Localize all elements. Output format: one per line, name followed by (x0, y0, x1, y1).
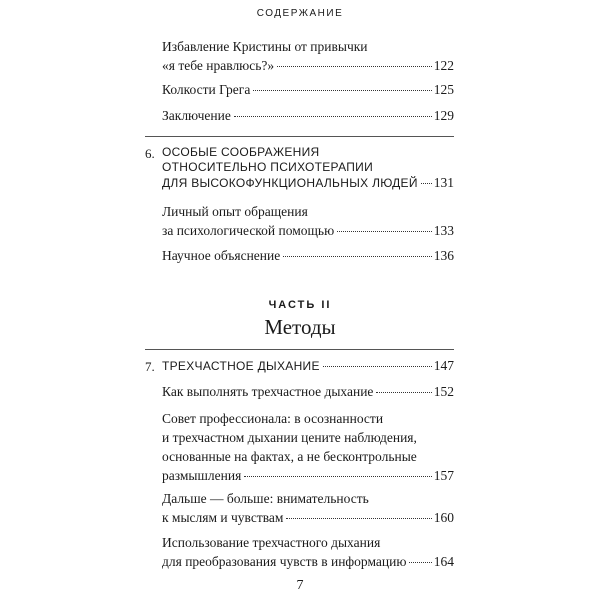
page-number: 129 (433, 108, 454, 123)
toc-entry (162, 246, 454, 265)
separator-rule (145, 349, 454, 350)
dot-leader (253, 90, 431, 91)
separator-rule (145, 136, 454, 137)
chapter-title: ДЛЯ ВЫСОКОФУНКЦИОНАЛЬНЫХ ЛЮДЕЙ (162, 176, 418, 190)
dot-leader (283, 256, 432, 257)
toc-entry-text: Использование трехчастного дыхания (162, 535, 381, 550)
chapter-title: ТРЕХЧАСТНОЕ ДЫХАНИЕ (162, 359, 320, 373)
page-number: 133 (433, 223, 454, 238)
page-number: 122 (433, 58, 454, 73)
dot-leader (277, 66, 432, 67)
chapter-title: ОТНОСИТЕЛЬНО ПСИХОТЕРАПИИ (162, 160, 374, 174)
chapter-heading (162, 358, 454, 374)
page-number: 164 (433, 554, 454, 569)
chapter-number: 6. (145, 146, 155, 161)
toc-entry (162, 37, 454, 75)
toc-entry-text: Дальше — больше: внимательность (162, 491, 369, 506)
dot-leader (376, 392, 431, 393)
toc-entry-text: Личный опыт обращения (162, 204, 308, 219)
toc-entry-text: размышления (162, 468, 242, 483)
dot-leader (323, 366, 432, 367)
dot-leader (409, 562, 431, 563)
page-number: 152 (433, 384, 454, 399)
toc-entry (162, 533, 454, 571)
page-number: 147 (433, 358, 454, 373)
part-title: Методы (264, 315, 336, 339)
chapter-title: ОСОБЫЕ СООБРАЖЕНИЯ (162, 145, 320, 159)
toc-entry (162, 202, 454, 240)
toc-entry-text: Как выполнять трехчастное дыхание (162, 384, 374, 399)
dot-leader (244, 476, 431, 477)
toc-entry-text: к мыслям и чувствам (162, 510, 284, 525)
part-label: ЧАСТЬ II (268, 299, 332, 311)
toc-entry-text: Заключение (162, 108, 231, 123)
toc-entry (162, 489, 454, 527)
page-number: 136 (433, 248, 454, 263)
chapter-number: 7. (145, 359, 155, 374)
toc-entry (162, 409, 454, 485)
dot-leader (337, 231, 432, 232)
toc-entry-text: Колкости Грега (162, 82, 251, 97)
running-header: СОДЕРЖАНИЕ (256, 8, 344, 19)
toc-entry (162, 106, 454, 125)
dot-leader (286, 518, 431, 519)
toc-entry-text: и трехчастном дыхании цените наблюдения, (162, 430, 417, 445)
toc-entry (162, 80, 454, 99)
toc-entry-text: Научное объяснение (162, 248, 281, 263)
chapter-heading (162, 145, 454, 191)
dot-leader (421, 183, 432, 184)
dot-leader (234, 116, 432, 117)
page-folio: 7 (296, 578, 304, 593)
toc-entry-text: за психологической помощью (162, 223, 335, 238)
page-number: 157 (433, 468, 454, 483)
toc-entry-text: «я тебе нравлюсь?» (162, 58, 275, 73)
toc-entry-text: Совет профессионала: в осознанности (162, 411, 384, 426)
page-number: 160 (433, 510, 454, 525)
toc-entry-text: для преобразования чувств в информацию (162, 554, 407, 569)
toc-entry-text: основанные на фактах, а не бесконтрольные (162, 449, 417, 464)
toc-entry-text: Избавление Кристины от привычки (162, 39, 368, 54)
toc-entry (162, 382, 454, 401)
page-number: 131 (433, 175, 454, 190)
page-number: 125 (433, 82, 454, 97)
